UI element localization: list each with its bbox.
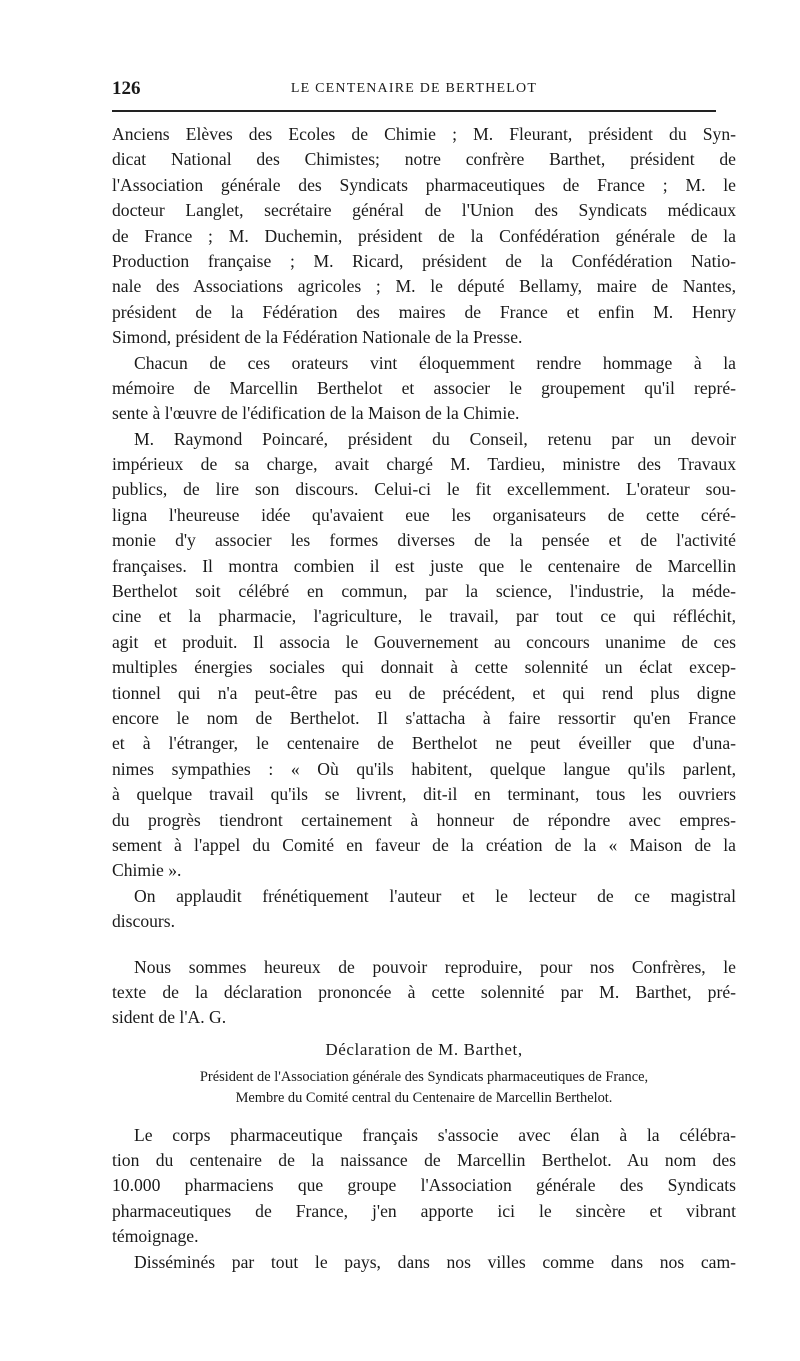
page-header — [112, 78, 716, 102]
paragraph — [112, 1123, 736, 1250]
text-line: ligna l'heureuse idée qu'avaient eue les organisateurs de cette céré- — [112, 504, 736, 525]
text-line: à quelque travail qu'ils se livrent, dit-il en terminant, tous les ouvriers — [112, 784, 736, 805]
paragraph — [112, 122, 736, 351]
closing-paragraphs — [112, 1123, 736, 1275]
text-line: Le corps pharmaceutique français s'associe avec élan à la célébra- — [134, 1124, 736, 1145]
text-line: dicat National des Chimistes; notre confrère Barthet, président de — [112, 149, 736, 170]
text-line: Chacun de ces orateurs vint éloquemment rendre hommage à la — [134, 352, 736, 373]
text-line: mémoire de Marcellin Berthelot et associer le groupement qu'il repré- — [112, 377, 736, 398]
text-line: françaises. Il montra combien il est juste que le centenaire de Marcellin — [112, 555, 736, 576]
text-line: M. Raymond Poincaré, président du Conseil, retenu par un devoir — [134, 428, 736, 449]
running-title: LE CENTENAIRE DE BERTHELOT — [290, 81, 538, 96]
text-line: président de la Fédération des maires de France et enfin M. Henry — [112, 301, 736, 322]
text-line: monie d'y associer les formes diverses de la pensée et de l'activité — [112, 530, 736, 551]
text-line: du progrès tiendront certainement à honneur de répondre avec empres- — [112, 809, 736, 830]
section-gap — [112, 935, 736, 955]
text-line: Disséminés par tout le pays, dans nos villes comme dans nos cam- — [134, 1251, 736, 1272]
text-line: cine et la pharmacie, l'agriculture, le travail, par tout ce qui réfléchit, — [112, 606, 736, 627]
text-line: multiples énergies sociales qui donnait à cette solennité un éclat excep- — [112, 657, 736, 678]
intro-paragraph — [112, 955, 736, 1031]
declaration-gap — [112, 1109, 736, 1123]
text-line: sident de l'A. G. — [112, 1007, 227, 1028]
body-text — [112, 122, 736, 1275]
text-line: publics, de lire son discours. Celui-ci le fit excellemment. L'orateur sou- — [112, 479, 736, 500]
text-line: Chimie ». — [112, 860, 182, 881]
text-line: et à l'étranger, le centenaire de Berthelot ne peut éveiller que d'una- — [112, 733, 736, 754]
paragraphs — [112, 122, 736, 935]
declaration-heading: Déclaration de M. Barthet, — [325, 1039, 523, 1059]
text-line: texte de la déclaration prononcée à cette solennité par M. Barthet, pré- — [112, 981, 736, 1002]
text-line: discours. — [112, 911, 176, 932]
text-line: nale des Associations agricoles ; M. le député Bellamy, maire de Nantes, — [112, 276, 736, 297]
paragraph — [112, 1250, 736, 1275]
text-line: docteur Langlet, secrétaire général de l'Union des Syndicats médicaux — [112, 200, 736, 221]
text-line: pharmaceutiques de France, j'en apporte ici le sincère et vibrant — [112, 1200, 736, 1221]
text-line: tionnel qui n'a peut-être pas eu de précédent, et qui rend plus digne — [112, 682, 736, 703]
paragraph — [112, 884, 736, 935]
paragraph — [112, 427, 736, 884]
text-line: l'Association générale des Syndicats pharmaceutiques de France ; M. le — [112, 174, 736, 195]
text-line: On applaudit frénétiquement l'auteur et le lecteur de ce magistral — [134, 885, 736, 906]
text-line: encore le nom de Berthelot. Il s'attacha à faire ressortir qu'en France — [112, 707, 736, 728]
text-line: témoignage. — [112, 1226, 199, 1247]
page-number: 126 — [112, 78, 141, 99]
text-line: Nous sommes heureux de pouvoir reproduire, pour nos Confrères, le — [134, 956, 736, 977]
text-line: agit et produit. Il associa le Gouvernement au concours unanime de ces — [112, 631, 736, 652]
text-line: de France ; M. Duchemin, président de la Confédération générale de la — [112, 225, 736, 246]
text-line: Simond, président de la Fédération Nationale de la Presse. — [112, 327, 523, 348]
text-line: tion du centenaire de la naissance de Marcellin Berthelot. Au nom des — [112, 1150, 736, 1171]
text-line: sement à l'appel du Comité en faveur de la création de la « Maison de la — [112, 834, 736, 855]
header-rule — [112, 110, 716, 112]
declaration-subtitle-line: Membre du Comité central du Centenaire de Marcellin Berthelot. — [235, 1089, 613, 1106]
text-line: sente à l'œuvre de l'édification de la Maison de la Chimie. — [112, 403, 520, 424]
text-line: Anciens Elèves des Ecoles de Chimie ; M. Fleurant, président du Syn- — [112, 124, 736, 144]
text-line: impérieux de sa charge, avait chargé M. Tardieu, ministre des Travaux — [112, 454, 736, 475]
text-line: Berthelot soit célébré en commun, par la science, l'industrie, la méde- — [112, 581, 736, 602]
declaration-subtitle-line: Président de l'Association générale des Syndicats pharmaceutiques de France, — [199, 1068, 649, 1085]
paragraph — [112, 351, 736, 427]
text-line: nimes sympathies : « Où qu'ils habitent, quelque langue qu'ils parlent, — [112, 758, 736, 779]
text-line: Production française ; M. Ricard, président de la Confédération Natio- — [112, 250, 736, 271]
paragraph — [112, 955, 736, 1031]
text-line: 10.000 pharmaciens que groupe l'Association générale des Syndicats — [112, 1175, 736, 1196]
